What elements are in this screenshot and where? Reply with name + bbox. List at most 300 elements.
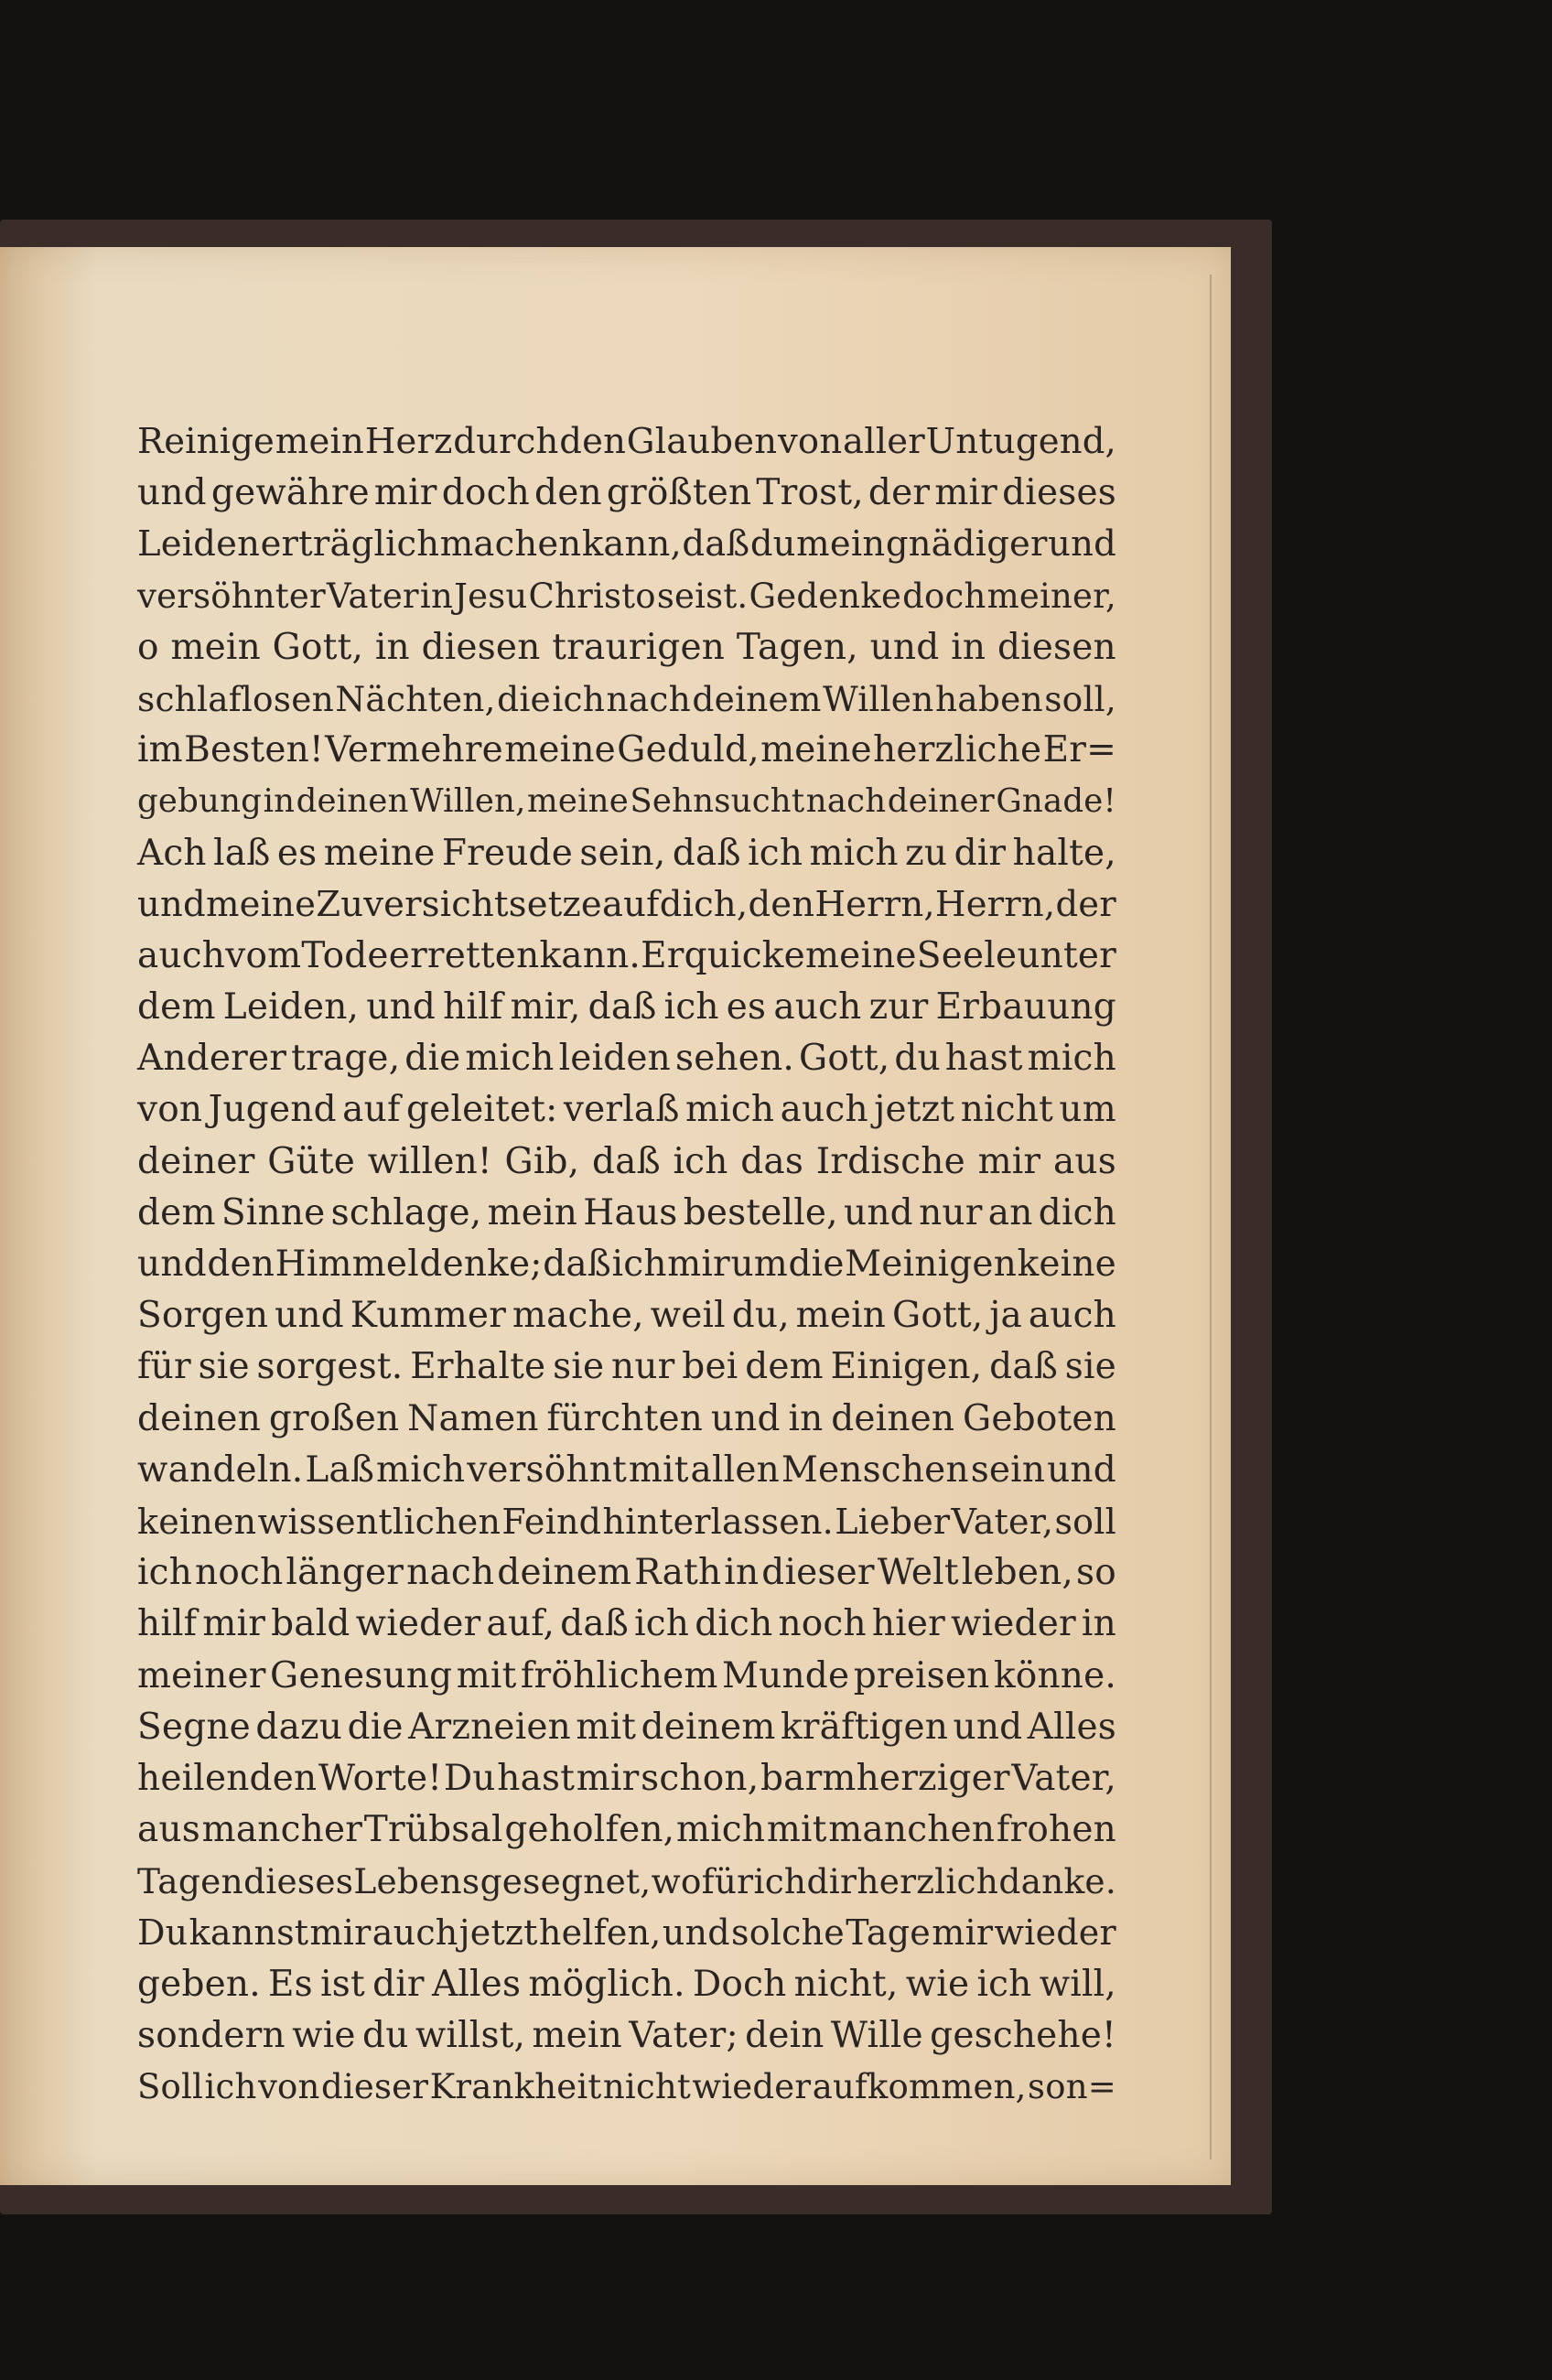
word: wieder [951, 1603, 1076, 1645]
word: Einigen, [830, 1346, 983, 1388]
word: dieses [243, 1861, 354, 1902]
text-line [137, 1136, 1116, 1188]
word: du, [731, 1295, 790, 1337]
word: manchen [828, 1809, 996, 1851]
word: versöhnt [467, 1448, 627, 1491]
word: diesen [421, 626, 541, 668]
word: daß [560, 1603, 630, 1645]
word: Trübsal [363, 1809, 503, 1851]
word: ich [137, 1552, 193, 1594]
word: du [749, 523, 796, 565]
word: schlaflosen [137, 678, 334, 719]
text-line [137, 1033, 1116, 1084]
word: und [137, 883, 206, 925]
text-line [137, 622, 1116, 673]
word: auch [137, 934, 226, 976]
word: meine [760, 729, 872, 771]
word: sein [970, 1448, 1046, 1491]
word: mein [795, 1295, 887, 1337]
word: haben [934, 678, 1043, 719]
word: daß [989, 1346, 1058, 1388]
word: schlage, [330, 1191, 482, 1233]
word: Meinigen [845, 1244, 1018, 1285]
word: Besten! [184, 729, 324, 771]
word: kann, [581, 523, 682, 565]
word: allen [690, 1448, 780, 1491]
word: wie [292, 2014, 356, 2056]
word: aus [1052, 1140, 1116, 1182]
text-line [137, 828, 1116, 879]
word: mir [977, 1140, 1041, 1182]
word: bald [271, 1603, 350, 1645]
word: ich [663, 986, 719, 1028]
word: sein, [579, 832, 666, 874]
text-line [137, 2010, 1116, 2062]
word: will, [1039, 1963, 1116, 2005]
word: und [1048, 523, 1116, 565]
word: Herrn, [934, 883, 1056, 925]
word: Feind [501, 1501, 602, 1542]
word: deinem [641, 1706, 776, 1748]
word: so [1076, 1552, 1116, 1594]
word: wieder [355, 1603, 481, 1645]
word: geholfen, [504, 1809, 675, 1851]
word: und [662, 1912, 730, 1954]
word: mancher [201, 1809, 363, 1851]
word: nach [606, 678, 691, 719]
word: machen [439, 523, 582, 565]
word: willen! [367, 1140, 492, 1182]
word: ich [753, 1861, 807, 1902]
word: Herz [364, 421, 453, 462]
word: weil [650, 1295, 726, 1337]
text-line [137, 1445, 1116, 1496]
word: leiden [558, 1038, 671, 1080]
word: meine [504, 729, 616, 771]
text-line [137, 2062, 1116, 2113]
word: mir [202, 1603, 266, 1645]
word: nur [611, 1346, 675, 1388]
word: mit [766, 1809, 827, 1851]
word: mir [932, 1912, 994, 1954]
text-line [137, 1188, 1116, 1239]
word: Vater, [951, 1501, 1054, 1542]
word: Nächten, [335, 678, 496, 719]
word: in [724, 1552, 760, 1594]
word: willst, [415, 2014, 526, 2056]
word: Vermehre [325, 729, 503, 771]
word: mich [465, 1038, 555, 1080]
word: ich [976, 1963, 1032, 2005]
word: nicht [602, 2067, 691, 2106]
word: deinem [692, 678, 822, 719]
word: daß [682, 523, 750, 565]
word: wissentlichen [257, 1501, 501, 1542]
word: setze [508, 883, 602, 925]
word: Seele [916, 934, 1018, 976]
word: Gott, [798, 1038, 890, 1080]
word: um [730, 1244, 788, 1285]
word: traurigen [552, 626, 726, 668]
word: Sorgen [137, 1295, 269, 1337]
word: Menschen [781, 1448, 969, 1491]
word: Glauben [626, 421, 778, 462]
word: mit [628, 1448, 689, 1491]
word: Segne [137, 1706, 251, 1748]
word: nicht, [793, 1963, 899, 2005]
word: von [137, 1089, 203, 1131]
word: Krankheit [429, 2067, 602, 2106]
word: dir [372, 1963, 425, 2005]
word: ist [320, 1963, 365, 2005]
word: mein [170, 626, 261, 668]
word: mir [576, 1757, 640, 1799]
word: ich [204, 2067, 257, 2106]
word: gesegnet, [480, 1861, 652, 1902]
text-line [137, 1804, 1116, 1856]
word: auch [1028, 1295, 1116, 1337]
word: dieser [761, 1552, 875, 1594]
word: der [1055, 883, 1116, 925]
word: Willen, [410, 782, 526, 821]
word: dich [1038, 1191, 1116, 1233]
word: die [347, 1706, 404, 1748]
word: trage, [291, 1038, 401, 1080]
word: Wille [830, 2014, 923, 2056]
word: die [788, 1244, 845, 1285]
word: Es [268, 1963, 313, 2005]
word: Willen [823, 678, 934, 719]
word: Leiden, [222, 986, 360, 1028]
word: keinen [137, 1501, 257, 1542]
word: halte, [1012, 832, 1116, 874]
word: mich [1027, 1038, 1116, 1080]
word: mir [934, 472, 998, 514]
word: du [894, 1038, 941, 1080]
word: deiner [137, 1140, 255, 1182]
word: seist. [656, 576, 749, 616]
text-line [137, 1290, 1116, 1341]
word: ja [989, 1295, 1022, 1337]
word: schon, [641, 1757, 760, 1799]
word: erretten [388, 934, 540, 976]
word: möglich. [528, 1963, 685, 2005]
word: deinen [296, 782, 409, 821]
word: Haus [583, 1191, 678, 1233]
word: Leiden [137, 523, 261, 565]
word: Arzneien [408, 1706, 571, 1748]
word: unter [1017, 934, 1116, 976]
text-line [137, 1394, 1116, 1445]
word: Herrn, [814, 883, 935, 925]
word: hier [871, 1603, 945, 1645]
word: wie [905, 1963, 970, 2005]
text-line [137, 1907, 1116, 1958]
word: Untugend, [925, 421, 1116, 462]
word: in [951, 626, 986, 668]
word: großen [268, 1397, 400, 1439]
word: wandeln. [137, 1448, 304, 1491]
word: mit [576, 1706, 637, 1748]
text-line [137, 1599, 1116, 1650]
word: zur [868, 986, 929, 1028]
word: von [257, 2067, 320, 2106]
word: Christo [528, 576, 656, 616]
text-line [137, 1753, 1116, 1804]
word: jetzt [874, 1089, 955, 1131]
word: Alles [1027, 1706, 1116, 1748]
word: dem [137, 1191, 216, 1233]
word: mich [685, 1089, 775, 1131]
word: meine [804, 934, 917, 976]
text-line [137, 776, 1116, 827]
word: Tagen, [736, 626, 858, 668]
word: noch [195, 1552, 284, 1594]
text-line [137, 1702, 1116, 1753]
word: Tode [301, 934, 389, 976]
word: sorgest. [256, 1346, 404, 1388]
word: Erquicke [641, 934, 805, 976]
word: Rath [634, 1552, 722, 1594]
word: heilenden [137, 1757, 318, 1799]
text-line [137, 571, 1116, 622]
text-line [137, 725, 1116, 776]
word: und [869, 626, 940, 668]
word: ich [552, 678, 606, 719]
word: laß [213, 832, 271, 874]
word: sie [553, 1346, 605, 1388]
word: du [362, 2014, 409, 2056]
word: ich [634, 1603, 690, 1645]
word: den [559, 421, 627, 462]
word: den [534, 472, 602, 514]
word: Ach [137, 832, 207, 874]
word: hast [944, 1038, 1023, 1080]
word: Namen [407, 1397, 539, 1439]
word: fröhlichem [520, 1654, 718, 1696]
word: hilf [443, 986, 503, 1028]
word: größten [606, 472, 752, 514]
word: mein [532, 2014, 622, 2056]
word: mich [675, 1809, 766, 1851]
word: Irdische [815, 1140, 965, 1182]
text-line [137, 1856, 1116, 1907]
word: jetzt [458, 1912, 538, 1954]
word: sehen. [674, 1038, 794, 1080]
word: Gott, [272, 626, 364, 668]
word: kann. [539, 934, 641, 976]
word: Sehnsucht [630, 782, 805, 821]
word: auch [780, 1089, 868, 1131]
word: in [788, 1397, 824, 1439]
word: nach [805, 782, 887, 821]
word: Gnade! [996, 782, 1116, 821]
word: dieser [320, 2067, 429, 2106]
word: Welt [877, 1552, 959, 1594]
word: meine [205, 883, 317, 925]
word: dein [745, 2014, 824, 2056]
word: Erbauung [935, 986, 1116, 1028]
word: herzlich [857, 1861, 999, 1902]
word: danke. [998, 1861, 1116, 1902]
word: sie [198, 1346, 250, 1388]
word: mache, [512, 1295, 644, 1337]
text-line [137, 1084, 1116, 1136]
word: mich [376, 1448, 466, 1491]
word: für [137, 1346, 191, 1388]
word: doch [441, 472, 530, 514]
word: sondern [137, 2014, 286, 2056]
word: daß [587, 986, 657, 1028]
word: den [748, 883, 815, 925]
word: doch [902, 576, 986, 616]
word: Freude [441, 832, 574, 874]
word: Kummer [350, 1295, 507, 1337]
word: mir [667, 1244, 730, 1285]
text-line [137, 1496, 1116, 1547]
word: kannst [189, 1912, 309, 1954]
text-line [137, 931, 1116, 982]
word: ich [673, 1140, 728, 1182]
word: Lebens [353, 1861, 480, 1902]
word: preisen [853, 1654, 990, 1696]
word: fürchten [546, 1397, 704, 1439]
word: Du [137, 1912, 189, 1954]
word: deinen [137, 1397, 262, 1439]
word: länger [286, 1552, 404, 1594]
word: Alles [431, 1963, 522, 2005]
word: auf [602, 883, 660, 925]
word: helfen, [538, 1912, 662, 1954]
word: zu [905, 832, 948, 874]
word: nach [406, 1552, 495, 1594]
word: und [366, 986, 436, 1028]
word: hast [497, 1757, 576, 1799]
word: Tage [846, 1912, 931, 1954]
word: gebung [137, 782, 263, 821]
word: o [137, 626, 159, 668]
word: Geduld, [617, 729, 760, 771]
word: auch [372, 1912, 458, 1954]
text-line [137, 1959, 1116, 2010]
text-line [137, 468, 1116, 519]
word: nicht [960, 1089, 1053, 1131]
word: Vater; [629, 2014, 738, 2056]
word: und [1047, 1448, 1116, 1491]
word: son= [1028, 2067, 1116, 2106]
word: deinem [497, 1552, 632, 1594]
word: solche [731, 1912, 845, 1954]
word: wieder [692, 2067, 812, 2106]
word: dich, [659, 883, 749, 925]
word: auf [342, 1089, 401, 1131]
word: mit [456, 1654, 517, 1696]
word: Munde [722, 1654, 850, 1696]
text-line [137, 1547, 1116, 1599]
text-line [137, 1341, 1116, 1393]
word: Erhalte [410, 1346, 546, 1388]
word: dich [695, 1603, 773, 1645]
word: Vater, [1011, 1757, 1116, 1799]
word: noch [778, 1603, 867, 1645]
word: Jugend [208, 1089, 337, 1131]
word: Reinige [137, 421, 275, 462]
word: versöhnter [137, 576, 326, 616]
word: und [275, 1295, 344, 1337]
word: im [137, 729, 183, 771]
word: mir, [510, 986, 581, 1028]
word: Vater [326, 576, 419, 616]
word: mir [309, 1912, 372, 1954]
word: erträglich [260, 523, 440, 565]
word: Gott, [891, 1295, 984, 1337]
word: hilf [137, 1603, 198, 1645]
word: Gib, [504, 1140, 580, 1182]
word: an [987, 1191, 1033, 1233]
word: und [137, 472, 207, 514]
word: wieder [994, 1912, 1116, 1954]
word: geschehe! [930, 2014, 1116, 2056]
word: Sinne [221, 1191, 326, 1233]
word: die [497, 678, 551, 719]
word: in [419, 576, 453, 616]
word: es [726, 986, 767, 1028]
word: Soll [137, 2067, 204, 2106]
word: dem [745, 1346, 824, 1388]
word: mein [796, 523, 886, 565]
word: leben, [961, 1552, 1074, 1594]
word: meine [527, 782, 629, 821]
word: Anderer [137, 1038, 287, 1080]
word: daß [672, 832, 741, 874]
word: um [1059, 1089, 1116, 1131]
word: Geboten [963, 1397, 1116, 1439]
word: Lieber [835, 1501, 951, 1542]
word: Jesu [454, 576, 528, 616]
word: Doch [692, 1963, 787, 2005]
word: Gedenke [749, 576, 902, 616]
word: der [868, 472, 931, 514]
word: herzliche [873, 729, 1042, 771]
word: ich [611, 1244, 667, 1285]
word: meine [323, 832, 436, 874]
word: mich [809, 832, 899, 874]
word: kräftigen [780, 1706, 949, 1748]
word: Laß [305, 1448, 375, 1491]
word: den [207, 1244, 275, 1285]
word: könne. [993, 1654, 1116, 1696]
word: soll [1054, 1501, 1116, 1542]
text-line [137, 879, 1116, 931]
word: deinen [831, 1397, 955, 1439]
word: denke; [419, 1244, 543, 1285]
word: in [374, 626, 410, 668]
word: mein [487, 1191, 578, 1233]
page-text [137, 416, 1116, 2113]
word: dieses [1002, 472, 1116, 514]
word: aus [137, 1809, 200, 1851]
word: in [1081, 1603, 1116, 1645]
word: aller [843, 421, 925, 462]
word: Himmel [275, 1244, 419, 1285]
word: meiner [137, 1654, 266, 1696]
word: Genesung [270, 1654, 453, 1696]
word: deiner [887, 782, 995, 821]
word: keine [1017, 1244, 1116, 1285]
word: hinterlassen. [602, 1501, 834, 1542]
text-line [137, 1239, 1116, 1290]
word: aufkommen, [812, 2067, 1027, 2106]
